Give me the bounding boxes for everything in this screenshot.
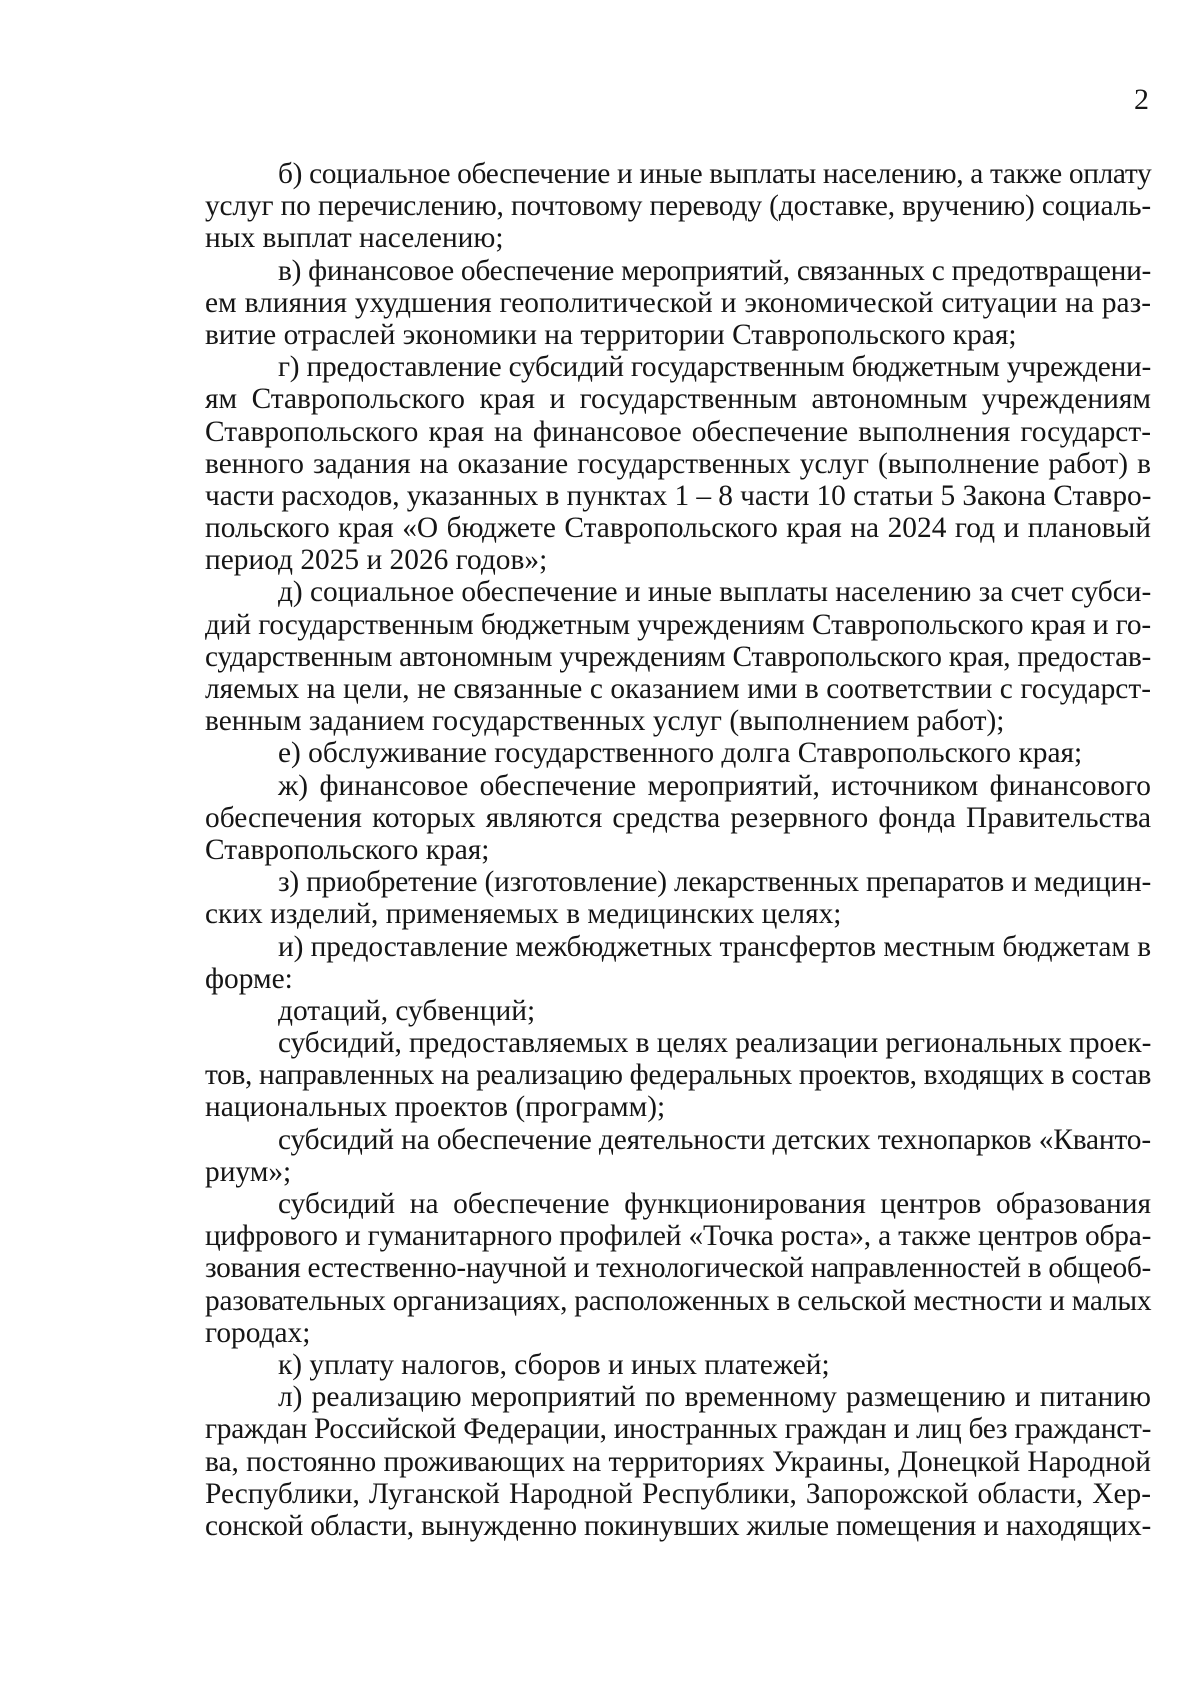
text-line: городах; — [205, 1316, 311, 1349]
text-line: субсидий на обеспечение деятельности детских технопарков «Кванто- — [278, 1123, 1151, 1156]
text-line: и) предоставление межбюджетных трансфертов местным бюджетам в — [278, 930, 1151, 963]
text-line: риум»; — [205, 1155, 292, 1188]
text-line: венного задания на оказание государственных услуг (выполнение работ) в — [205, 447, 1151, 480]
text-line: в) финансовое обеспечение мероприятий, связанных с предотвращени- — [278, 254, 1151, 287]
text-line: ям Ставропольского края и государственным автономным учреждениям — [205, 383, 1151, 416]
text-line: цифрового и гуманитарного профилей «Точка роста», а также центров обра- — [205, 1220, 1152, 1253]
text-line: польского края «О бюджете Ставропольского края на 2024 год и плановый — [205, 512, 1151, 545]
text-line: сонской области, вынужденно покинувших жилые помещения и находящих- — [205, 1509, 1151, 1542]
paragraph — [205, 770, 1151, 867]
paragraph — [205, 351, 1151, 576]
text-line: дий государственным бюджетным учреждениям Ставропольского края и го- — [205, 608, 1152, 641]
text-line: ва, постоянно проживающих на территориях Украины, Донецкой Народной — [205, 1445, 1151, 1478]
text-line: части расходов, указанных в пунктах 1 – 8 части 10 статьи 5 Закона Ставро- — [205, 479, 1152, 512]
text-line: л) реализацию мероприятий по временному размещению и питанию — [278, 1381, 1151, 1414]
text-line: национальных проектов (программ); — [205, 1091, 666, 1124]
paragraph — [205, 255, 1151, 352]
text-line: разовательных организациях, расположенных в сельской местности и малых — [205, 1284, 1152, 1317]
text-line: граждан Российской Федерации, иностранных граждан и лиц без гражданст- — [205, 1413, 1152, 1446]
text-line: услуг по перечислению, почтовому переводу (доставке, вручению) социаль- — [205, 190, 1151, 223]
paragraph — [205, 995, 1151, 1027]
text-line: ем влияния ухудшения геополитической и экономической ситуации на раз- — [205, 286, 1151, 319]
text-line: к) уплату налогов, сборов и иных платежей; — [278, 1348, 830, 1381]
document-body — [205, 158, 1151, 1542]
text-line: субсидий, предоставляемых в целях реализации региональных проек- — [278, 1027, 1152, 1060]
text-line: сударственным автономным учреждениям Ставропольского края, предостав- — [205, 640, 1152, 673]
text-line: венным заданием государственных услуг (выполнением работ); — [205, 705, 1005, 738]
text-line: зования естественно-научной и технологической направленностей в общеоб- — [205, 1252, 1151, 1285]
text-line: витие отраслей экономики на территории Ставропольского края; — [205, 318, 1017, 351]
paragraph — [205, 1381, 1151, 1542]
page-number: 2 — [1134, 83, 1149, 116]
text-line: Республики, Луганской Народной Республики, Запорожской области, Хер- — [205, 1477, 1151, 1510]
text-line: Ставропольского края; — [205, 833, 490, 866]
text-line: форме: — [205, 962, 293, 995]
paragraph — [205, 1124, 1151, 1188]
text-line: субсидий на обеспечение функционирования центров образования — [278, 1188, 1151, 1220]
text-line: обеспечения которых являются средства резервного фонда Правительства — [205, 801, 1151, 834]
paragraph — [205, 1027, 1151, 1124]
text-line: дотаций, субвенций; — [278, 994, 536, 1027]
text-line: е) обслуживание государственного долга Ставропольского края; — [278, 737, 1083, 770]
text-line: период 2025 и 2026 годов»; — [205, 544, 548, 577]
text-line: ляемых на цели, не связанные с оказанием ими в соответствии с государст- — [205, 673, 1151, 705]
text-line: г) предоставление субсидий государственным бюджетным учреждени- — [278, 351, 1151, 384]
paragraph — [205, 576, 1151, 737]
text-line: б) социальное обеспечение и иные выплаты населению, а также оплату — [278, 158, 1152, 190]
paragraph — [205, 737, 1151, 769]
text-line: тов, направленных на реализацию федеральных проектов, входящих в состав — [205, 1059, 1151, 1092]
text-line: ж) финансовое обеспечение мероприятий, источником финансового — [278, 769, 1151, 802]
paragraph — [205, 158, 1151, 255]
paragraph — [205, 931, 1151, 995]
text-line: Ставропольского края на финансовое обеспечение выполнения государст- — [205, 415, 1151, 448]
paragraph — [205, 866, 1151, 930]
text-line: ских изделий, применяемых в медицинских целях; — [205, 898, 842, 931]
text-line: з) приобретение (изготовление) лекарственных препаратов и медицин- — [278, 866, 1151, 899]
text-line: д) социальное обеспечение и иные выплаты населению за счет субси- — [278, 576, 1152, 609]
paragraph — [205, 1188, 1151, 1349]
text-line: ных выплат населению; — [205, 222, 504, 255]
paragraph — [205, 1349, 1151, 1381]
